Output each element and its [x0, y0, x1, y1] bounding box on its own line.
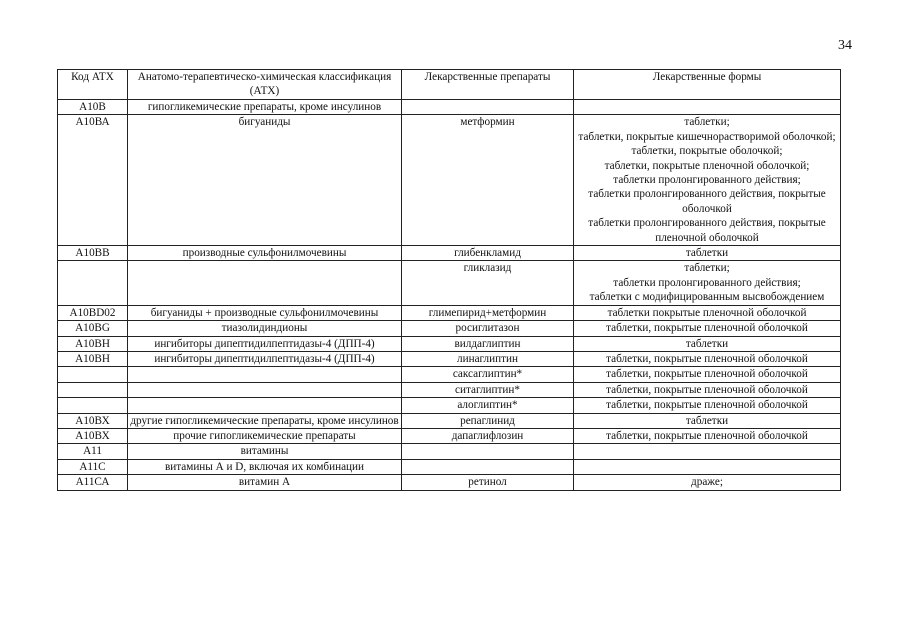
cell-atc-code: А10ВН: [58, 351, 128, 366]
cell-forms: [574, 444, 841, 459]
table-row: [58, 305, 841, 320]
form-line: таблетки с модифицированным высвобождением: [589, 291, 825, 304]
form-line: таблетки;: [684, 116, 730, 129]
cell-drug: росиглитазон: [402, 321, 574, 336]
cell-classification: витамины: [128, 444, 402, 459]
cell-forms: таблетки покрытые пленочной оболочкой: [574, 305, 841, 320]
cell-forms: [574, 100, 841, 115]
form-line: таблетки пролонгированного действия;: [613, 276, 801, 289]
header-classification: Анатомо-терапевтическо-химическая классификация (АТХ): [128, 70, 402, 100]
cell-drug: [402, 100, 574, 115]
cell-forms: таблетки, покрытые пленочной оболочкой: [574, 367, 841, 382]
table-row: [58, 382, 841, 397]
cell-drug: репаглинид: [402, 413, 574, 428]
table-row: [58, 475, 841, 490]
cell-classification: другие гипогликемические препараты, кроме инсулинов: [128, 413, 402, 428]
table-body: [58, 100, 841, 491]
cell-forms: таблетки: [574, 413, 841, 428]
form-line: таблетки пролонгированного действия, покрытые пленочной оболочкой: [588, 217, 826, 244]
cell-classification: производные сульфонилмочевины: [128, 246, 402, 261]
cell-classification: бигуаниды: [128, 115, 402, 246]
page-number: 34: [838, 38, 852, 53]
cell-drug: метформин: [402, 115, 574, 246]
cell-classification: тиазолидиндионы: [128, 321, 402, 336]
table-row: [58, 246, 841, 261]
table-row: [58, 321, 841, 336]
header-drugs: Лекарственные препараты: [402, 70, 574, 100]
cell-forms: таблетки, покрытые пленочной оболочкой: [574, 351, 841, 366]
cell-classification: витамин А: [128, 475, 402, 490]
cell-drug: саксаглиптин*: [402, 367, 574, 382]
table-row: [58, 367, 841, 382]
cell-classification: [128, 382, 402, 397]
cell-drug: ретинол: [402, 475, 574, 490]
form-line: таблетки;: [684, 262, 730, 275]
table-row: [58, 413, 841, 428]
cell-atc-code: [58, 382, 128, 397]
cell-classification: витамины А и D, включая их комбинации: [128, 459, 402, 474]
form-line: таблетки, покрытые оболочкой;: [631, 145, 783, 158]
cell-drug: дапаглифлозин: [402, 428, 574, 443]
cell-atc-code: А11СА: [58, 475, 128, 490]
cell-classification: ингибиторы дипептидилпептидазы-4 (ДПП-4): [128, 336, 402, 351]
cell-atc-code: А10ВG: [58, 321, 128, 336]
cell-forms: таблетки, покрытые пленочной оболочкой: [574, 382, 841, 397]
form-line: таблетки пролонгированного действия;: [613, 174, 801, 187]
cell-atc-code: [58, 261, 128, 305]
cell-atc-code: А11С: [58, 459, 128, 474]
cell-atc-code: А10В: [58, 100, 128, 115]
table-row: [58, 261, 841, 305]
cell-drug: [402, 459, 574, 474]
cell-atc-code: [58, 398, 128, 413]
cell-classification: прочие гипогликемические препараты: [128, 428, 402, 443]
cell-atc-code: А10ВА: [58, 115, 128, 246]
cell-atc-code: [58, 367, 128, 382]
cell-drug: гликлазид: [402, 261, 574, 305]
cell-drug: вилдаглиптин: [402, 336, 574, 351]
table-row: [58, 398, 841, 413]
cell-classification: гипогликемические препараты, кроме инсулинов: [128, 100, 402, 115]
cell-drug: ситаглиптин*: [402, 382, 574, 397]
cell-forms: [574, 115, 841, 246]
cell-drug: глимепирид+метформин: [402, 305, 574, 320]
header-forms: Лекарственные формы: [574, 70, 841, 100]
form-line: таблетки, покрытые пленочной оболочкой;: [604, 159, 810, 172]
atc-drug-table: [57, 69, 841, 491]
cell-forms: таблетки, покрытые пленочной оболочкой: [574, 428, 841, 443]
table-row: [58, 428, 841, 443]
table-row: [58, 115, 841, 246]
cell-forms: таблетки: [574, 246, 841, 261]
table-row: [58, 351, 841, 366]
cell-drug: линаглиптин: [402, 351, 574, 366]
cell-atc-code: А10ВХ: [58, 428, 128, 443]
table-row: [58, 100, 841, 115]
cell-atc-code: А10ВХ: [58, 413, 128, 428]
table-row: [58, 336, 841, 351]
table-row: [58, 459, 841, 474]
cell-forms: таблетки: [574, 336, 841, 351]
cell-drug: алоглиптин*: [402, 398, 574, 413]
cell-classification: ингибиторы дипептидилпептидазы-4 (ДПП-4): [128, 351, 402, 366]
header-code: Код АТХ: [58, 70, 128, 100]
cell-forms: [574, 261, 841, 305]
cell-classification: [128, 367, 402, 382]
cell-atc-code: А10ВВ: [58, 246, 128, 261]
cell-drug: [402, 444, 574, 459]
cell-atc-code: А10ВD02: [58, 305, 128, 320]
form-line: таблетки пролонгированного действия, покрытые оболочкой: [588, 188, 826, 215]
cell-atc-code: А11: [58, 444, 128, 459]
cell-forms: таблетки, покрытые пленочной оболочкой: [574, 398, 841, 413]
cell-classification: [128, 261, 402, 305]
cell-atc-code: А10ВН: [58, 336, 128, 351]
cell-classification: бигуаниды + производные сульфонилмочевины: [128, 305, 402, 320]
table-header-row: [58, 70, 841, 100]
cell-drug: глибенкламид: [402, 246, 574, 261]
table-row: [58, 444, 841, 459]
form-line: таблетки, покрытые кишечнорастворимой оболочкой;: [578, 130, 836, 143]
cell-forms: [574, 459, 841, 474]
cell-classification: [128, 398, 402, 413]
cell-forms: таблетки, покрытые пленочной оболочкой: [574, 321, 841, 336]
cell-forms: драже;: [574, 475, 841, 490]
